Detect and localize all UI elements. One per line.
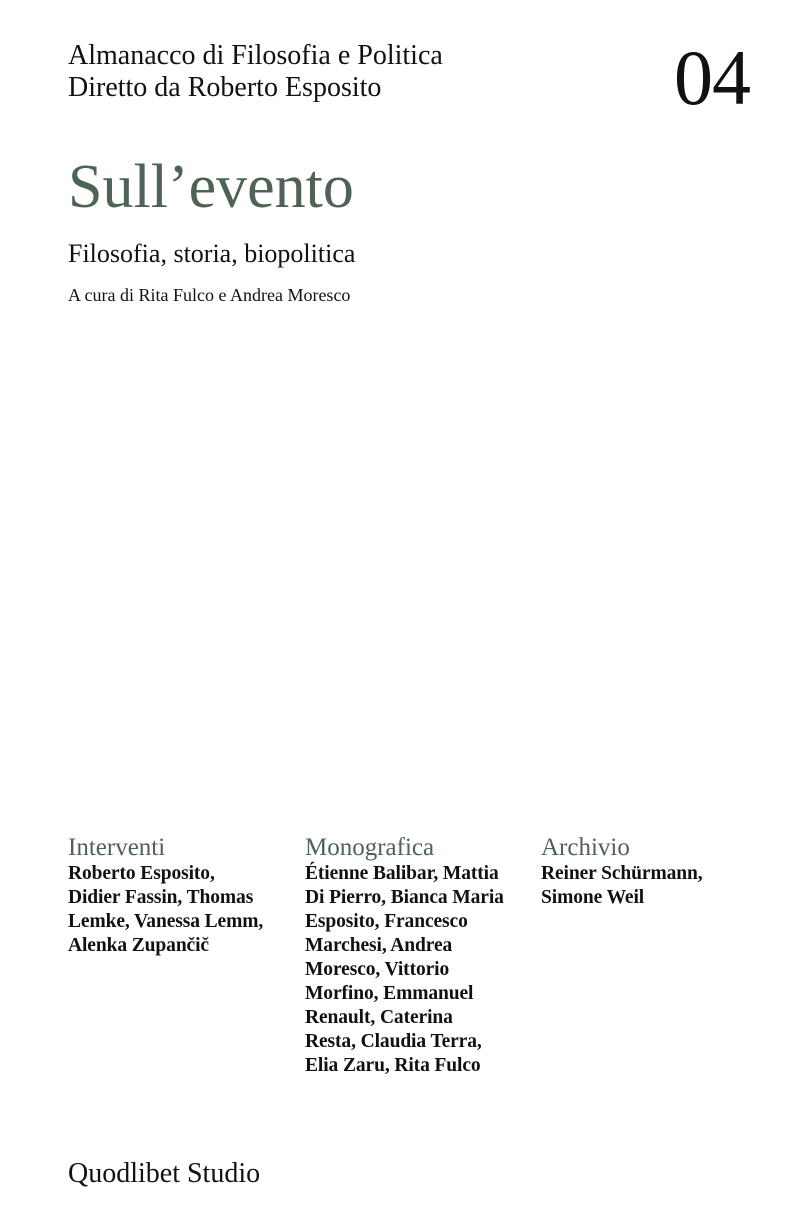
author-line: Didier Fassin, Thomas [68,887,254,908]
publisher: Quodlibet Studio [68,1158,261,1189]
author-line: Renault, Caterina [305,1007,453,1028]
book-title: Sull’evento [68,153,354,221]
section-heading: Monografica [305,834,435,861]
author-line: Alenka Zupančič [68,935,209,956]
section-interventi [68,834,263,958]
section-heading: Archivio [541,834,630,861]
issue-number: 04 [674,34,750,121]
series-name: Almanacco di Filosofia e Politica [68,40,443,71]
series-title [68,40,443,104]
author-line: Di Pierro, Bianca Maria [305,887,504,908]
author-line: Marchesi, Andrea [305,935,453,956]
author-line: Simone Weil [541,887,645,908]
author-line: Elia Zaru, Rita Fulco [305,1055,481,1076]
section-heading: Interventi [68,834,166,861]
author-line: Esposito, Francesco [305,911,468,932]
author-line: Reiner Schürmann, [541,863,703,884]
curators: A cura di Rita Fulco e Andrea Moresco [68,285,351,305]
section-monografica [305,834,504,1078]
author-line: Étienne Balibar, Mattia [305,863,499,884]
author-line: Resta, Claudia Terra, [305,1031,482,1052]
author-line: Morfino, Emmanuel [305,983,474,1004]
book-subtitle: Filosofia, storia, biopolitica [68,239,356,268]
section-archivio [541,834,703,910]
author-line: Moresco, Vittorio [305,959,450,980]
author-line: Lemke, Vanessa Lemm, [68,911,264,932]
series-director: Diretto da Roberto Esposito [68,72,382,103]
author-line: Roberto Esposito, [68,863,215,884]
